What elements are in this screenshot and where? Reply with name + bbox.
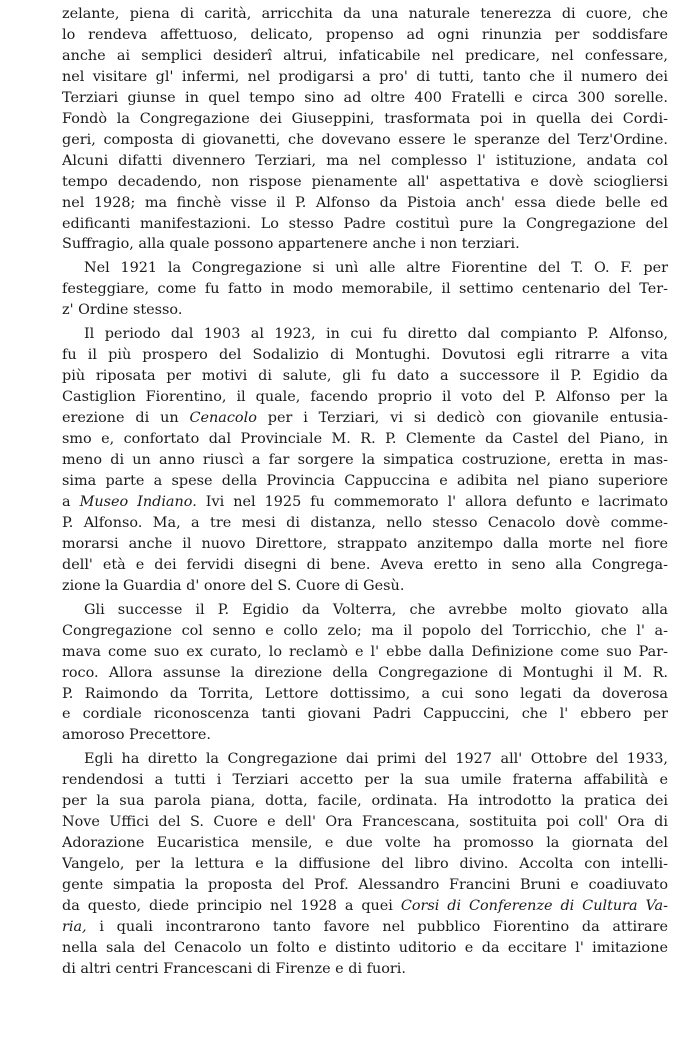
text-line: morarsi anche il nuovo Direttore, strappato anzitempo dalla morte nel fiore	[62, 535, 668, 552]
text-line: gente simpatia la proposta del Prof. Alessandro Francini Bruni e coadiuvato	[62, 877, 668, 894]
text-line: P. Raimondo da Torrita, Lettore dottissimo, a cui sono legati da doverosa	[62, 685, 668, 702]
italic-text: Cenacolo	[189, 410, 257, 427]
text-line: Castiglion Fiorentino, il quale, facendo proprio il voto del P. Alfonso per la	[62, 389, 668, 406]
text-line: a Museo Indiano. Ivi nel 1925 fu commemorato l' allora defunto e lacrimato	[62, 493, 668, 510]
text-line: Egli ha diretto la Congregazione dai primi del 1927 all' Ottobre del 1933,	[84, 751, 668, 768]
text-line: Nove Uffici del S. Cuore e dell' Ora Francescana, sostituita poi coll' Ora di	[62, 814, 668, 831]
text-line: erezione di un Cenacolo per i Terziari, vi si dedicò con giovanile entusia-	[62, 410, 668, 427]
text-line: zione la Guardia d' onore del S. Cuore di Gesù.	[62, 577, 405, 594]
italic-text: Corsi di Conferenze di Cultura Va-	[400, 898, 668, 915]
text-line: mava come suo ex curato, lo reclamò e l' ebbe dalla Definizione come suo Par-	[62, 643, 668, 660]
text-line: lo rendeva affettuoso, delicato, propenso ad ogni rinunzia per soddisfare	[62, 26, 668, 43]
paragraph	[62, 324, 668, 596]
text-line: Congregazione col senno e collo zelo; ma il popolo del Torricchio, che l' a-	[62, 622, 668, 639]
text-line: dell' età e dei fervidi disegni di bene. Aveva eretto in seno alla Congrega-	[62, 556, 668, 573]
paragraph	[62, 749, 668, 979]
text-line: geri, composta di giovanetti, che dovevano essere le speranze del Terz'Ordine.	[62, 131, 668, 148]
paragraph	[62, 4, 668, 255]
text-line: nel visitare gl' infermi, nel prodigarsi a pro' di tutti, tanto che il numero dei	[62, 68, 668, 85]
text-line: da questo, diede principio nel 1928 a quei Corsi di Conferenze di Cultura Va-	[62, 898, 668, 915]
text-line: Terziari giunse in quel tempo sino ad oltre 400 Fratelli e circa 300 sorelle.	[62, 89, 668, 106]
text-line: Gli successe il P. Egidio da Volterra, che avrebbe molto giovato alla	[84, 601, 668, 618]
text-line: sima parte a spese della Provincia Cappuccina e adibita nel piano superiore	[62, 472, 668, 489]
text-line: roco. Allora assunse la direzione della Congregazione di Montughi il M. R.	[62, 664, 668, 681]
text-line: Suffragio, alla quale possono appartenere anche i non terziari.	[62, 236, 520, 253]
text-line: Fondò la Congregazione dei Giuseppini, trasformata poi in quella dei Cordi-	[62, 110, 668, 127]
text-line: Adorazione Eucaristica mensile, e due volte ha promosso la giornata del	[62, 835, 668, 852]
text-line: e cordiale riconoscenza tanti giovani Padri Cappuccini, che l' ebbero per	[62, 706, 668, 723]
text-line: tempo decadendo, non rispose pienamente all' aspettativa e dovè sciogliersi	[62, 173, 668, 190]
paragraph	[62, 600, 668, 747]
text-line: edificanti manifestazioni. Lo stesso Padre costituì pure la Congregazione del	[62, 215, 668, 232]
text-line: nel 1928; ma finchè visse il P. Alfonso da Pistoia anch' essa diede belle ed	[62, 194, 668, 211]
text-line: più riposata per motivi di salute, gli fu dato a successore il P. Egidio da	[62, 368, 668, 385]
text-line: meno di un anno riuscì a far sorgere la simpatica costruzione, eretta in mas-	[62, 452, 668, 469]
text-line: amoroso Precettore.	[62, 727, 211, 744]
text-line: rendendosi a tutti i Terziari accetto per la sua umile fraterna affabilità e	[62, 772, 668, 789]
text-line: di altri centri Francescani di Firenze e di fuori.	[62, 960, 406, 977]
text-line: anche ai semplici desiderî altrui, infaticabile nel predicare, nel confessare,	[62, 47, 668, 64]
text-line: festeggiare, come fu fatto in modo memorabile, il settimo centenario del Ter-	[62, 281, 668, 298]
text-line: Nel 1921 la Congregazione si unì alle altre Fiorentine del T. O. F. per	[84, 260, 668, 277]
text-line: nella sala del Cenacolo un folto e distinto uditorio e da eccitare l' imitazione	[62, 939, 668, 956]
text-line: Il periodo dal 1903 al 1923, in cui fu diretto dal compianto P. Alfonso,	[84, 326, 668, 343]
text-line: ria, i quali incontrarono tanto favore nel pubblico Fiorentino da attirare	[62, 918, 668, 935]
document-page	[62, 4, 668, 980]
text-line: per la sua parola piana, dotta, facile, ordinata. Ha introdotto la pratica dei	[62, 793, 668, 810]
text-line: P. Alfonso. Ma, a tre mesi di distanza, nello stesso Cenacolo dovè comme-	[62, 514, 668, 531]
text-line: Vangelo, per la lettura e la diffusione del libro divino. Accolta con intelli-	[62, 856, 668, 873]
text-line: zelante, piena di carità, arricchita da una naturale tenerezza di cuore, che	[62, 6, 668, 22]
italic-text: ria,	[62, 918, 87, 935]
paragraph	[62, 258, 668, 321]
text-line: z' Ordine stesso.	[62, 302, 183, 319]
italic-text: Museo Indiano.	[79, 493, 197, 510]
text-line: Alcuni difatti divennero Terziari, ma nel complesso l' istituzione, andata col	[62, 152, 668, 169]
text-line: smo e, confortato dal Provinciale M. R. P. Clemente da Castel del Piano, in	[62, 431, 668, 448]
text-line: fu il più prospero del Sodalizio di Montughi. Dovutosi egli ritrarre a vita	[62, 347, 668, 364]
